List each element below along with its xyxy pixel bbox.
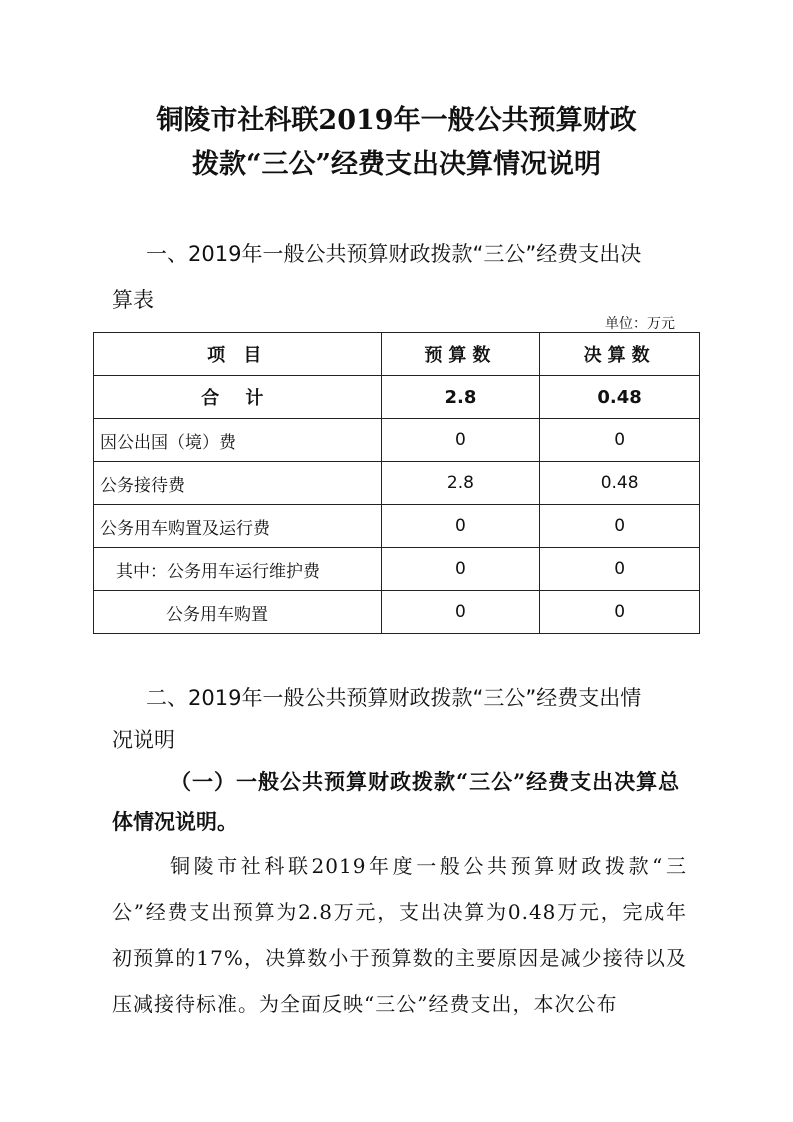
table-header-row bbox=[94, 333, 700, 376]
header-actual: 决算数 bbox=[540, 333, 700, 376]
table-row bbox=[94, 419, 700, 462]
section-2-heading-line-2: 况说明 bbox=[112, 728, 175, 752]
row-actual: 0 bbox=[540, 505, 700, 548]
row-actual: 0.48 bbox=[540, 462, 700, 505]
row-actual: 0 bbox=[540, 548, 700, 591]
row-item: 公务用车购置及运行费 bbox=[94, 505, 382, 548]
expense-table bbox=[93, 332, 700, 634]
row-item: 其中：公务用车运行维护费 bbox=[94, 548, 382, 591]
section-2-heading-line-1: 二、2019年一般公共预算财政拨款“三公”经费支出情 bbox=[146, 686, 642, 710]
unit-label: 单位：万元 bbox=[605, 316, 675, 332]
subsection-1-heading-line-1: （一）一般公共预算财政拨款“三公”经费支出决算总 bbox=[170, 769, 681, 794]
row-budget: 0 bbox=[381, 505, 540, 548]
row-budget: 0 bbox=[381, 591, 540, 634]
subsection-1-heading-line-2: 体情况说明。 bbox=[112, 809, 238, 834]
row-budget: 2.8 bbox=[381, 462, 540, 505]
row-item: 公务用车购置 bbox=[94, 591, 382, 634]
row-item: 因公出国（境）费 bbox=[94, 419, 382, 462]
body-paragraph: 铜陵市社科联2019年度一般公共预算财政拨款“三公”经费支出预算为2.8万元，支出决算为0.48万元，完成年初预算的17%，决算数小于预算数的主要原因是减少接待以及压减接待标准。为全面反映“三公”经费支出，本次公布 bbox=[112, 854, 687, 1016]
header-item: 项 目 bbox=[94, 333, 382, 376]
table-row-total bbox=[94, 376, 700, 419]
table-row bbox=[94, 462, 700, 505]
section-1-heading-line-2: 算表 bbox=[112, 288, 154, 312]
table-row bbox=[94, 505, 700, 548]
row-actual: 0 bbox=[540, 591, 700, 634]
row-item: 公务接待费 bbox=[94, 462, 382, 505]
doc-title-line-2: 拨款“三公”经费支出决算情况说明 bbox=[191, 149, 602, 180]
table-row bbox=[94, 591, 700, 634]
section-1-heading-line-1: 一、2019年一般公共预算财政拨款“三公”经费支出决 bbox=[146, 242, 642, 266]
row-budget: 0 bbox=[381, 548, 540, 591]
doc-title-line-1: 铜陵市社科联2019年一般公共预算财政 bbox=[156, 105, 637, 136]
row-budget: 2.8 bbox=[381, 376, 540, 419]
row-item: 合 计 bbox=[94, 376, 382, 419]
row-actual: 0.48 bbox=[540, 376, 700, 419]
table-row bbox=[94, 548, 700, 591]
header-budget: 预算数 bbox=[381, 333, 540, 376]
row-actual: 0 bbox=[540, 419, 700, 462]
row-budget: 0 bbox=[381, 419, 540, 462]
